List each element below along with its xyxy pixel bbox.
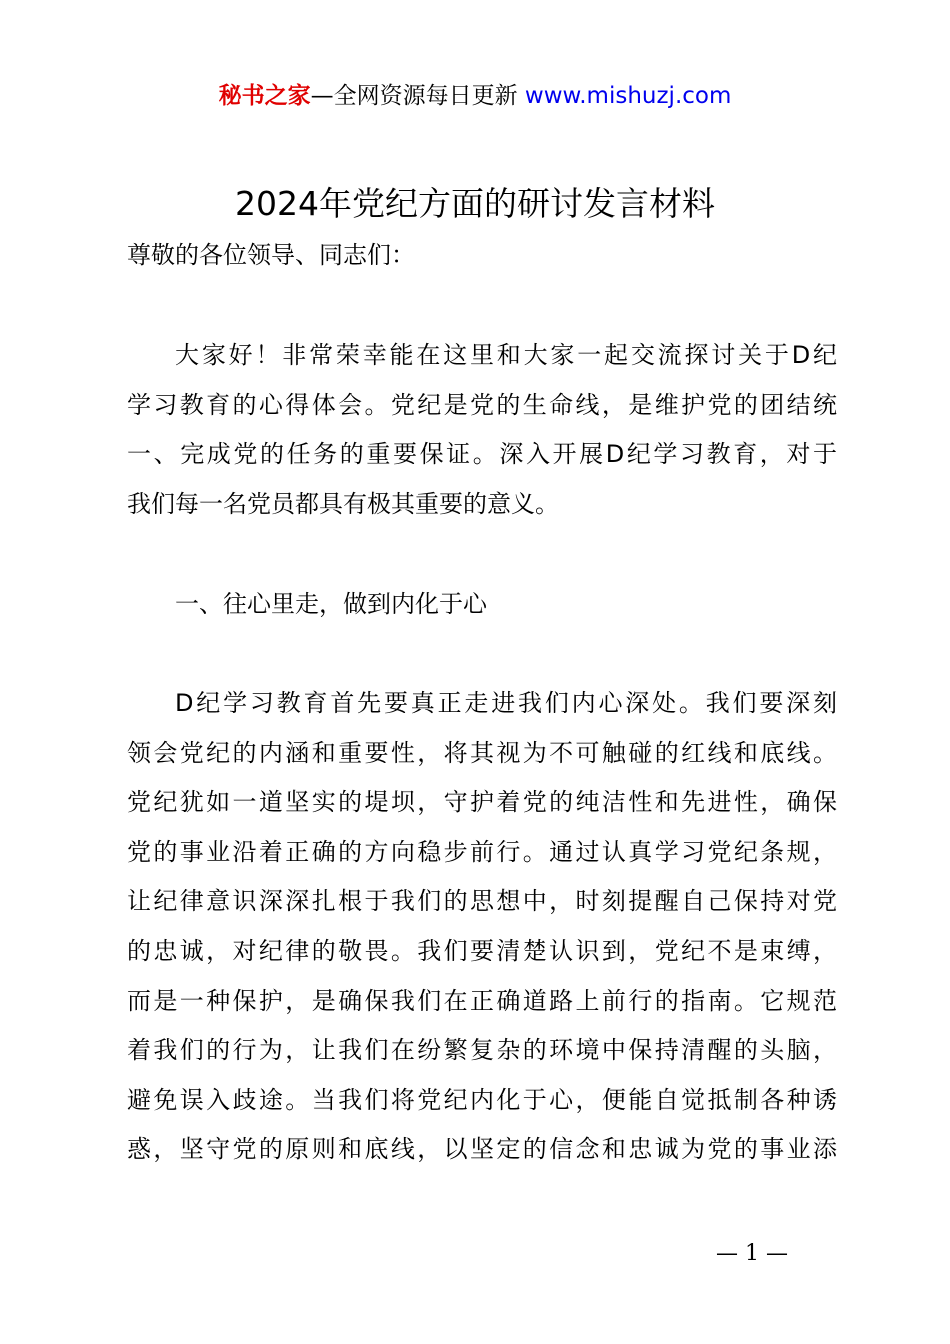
paragraph-line: 的忠诚，对纪律的敬畏。我们要清楚认识到，党纪不是束缚， (127, 937, 837, 965)
site-header (0, 80, 950, 112)
paragraph-line: 让纪律意识深深扎根于我们的思想中，时刻提醒自己保持对党 (127, 887, 837, 915)
paragraph-line: 我们每一名党员都具有极其重要的意义。 (127, 490, 559, 518)
site-url-link[interactable]: www.mishuzj.com (524, 83, 732, 109)
paragraph-line: 惑，坚守党的原则和底线，以坚定的信念和忠诚为党的事业添 (127, 1135, 837, 1163)
paragraph-line: 党纪犹如一道坚实的堤坝，守护着党的纯洁性和先进性，确保 (127, 788, 837, 816)
site-slogan: —全网资源每日更新 (310, 83, 525, 109)
paragraph-line: 避免误入歧途。当我们将党纪内化于心，便能自觉抵制各种诱 (127, 1086, 837, 1114)
paragraph-line: 一、完成党的任务的重要保证。深入开展D纪学习教育，对于 (127, 440, 837, 468)
salutation: 尊敬的各位领导、同志们： (127, 241, 415, 269)
page-number: — 1 — (716, 1241, 788, 1266)
site-brand: 秘书之家 (218, 83, 311, 109)
paragraph-line: D纪学习教育首先要真正走进我们内心深处。我们要深刻 (175, 689, 837, 717)
paragraph-line: 大家好！非常荣幸能在这里和大家一起交流探讨关于D纪 (175, 341, 837, 369)
section-heading: 一、往心里走，做到内化于心 (175, 590, 487, 618)
paragraph-line: 着我们的行为，让我们在纷繁复杂的环境中保持清醒的头脑， (127, 1036, 837, 1064)
paragraph-line: 领会党纪的内涵和重要性，将其视为不可触碰的红线和底线。 (127, 739, 837, 767)
paragraph-line: 而是一种保护，是确保我们在正确道路上前行的指南。它规范 (127, 987, 837, 1015)
paragraph-line: 学习教育的心得体会。党纪是党的生命线，是维护党的团结统 (127, 391, 837, 419)
paragraph-line: 党的事业沿着正确的方向稳步前行。通过认真学习党纪条规， (127, 838, 837, 866)
document-title: 2024年党纪方面的研讨发言材料 (235, 184, 715, 223)
